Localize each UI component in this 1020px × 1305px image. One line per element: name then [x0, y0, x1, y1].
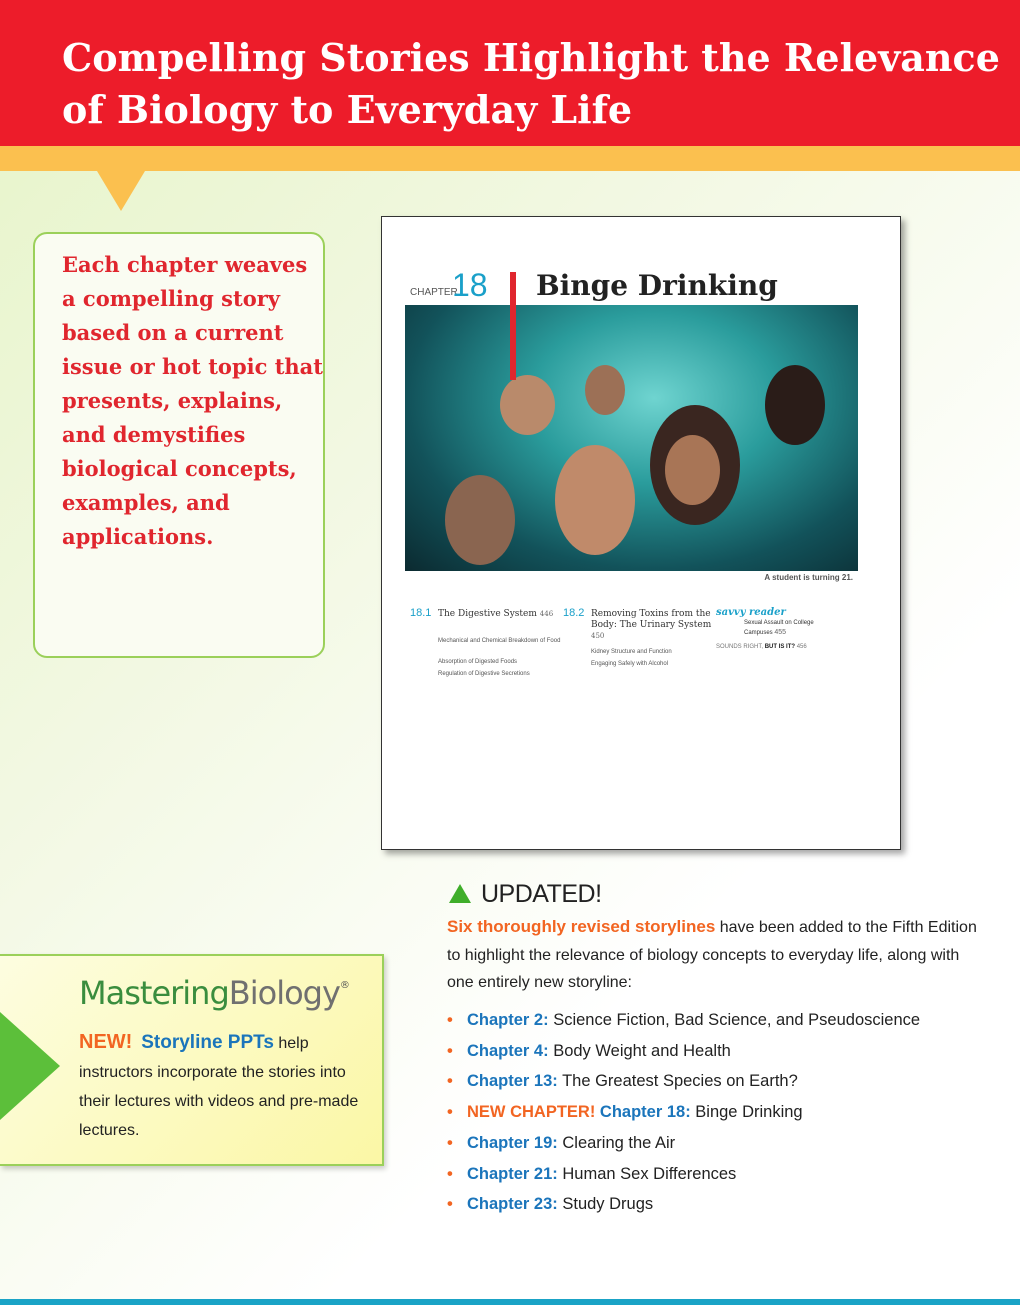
mastering-biology-logo: MasteringBiology®	[79, 974, 349, 1012]
toc-subitem: Regulation of Digestive Secretions	[438, 671, 530, 677]
chapter-number: 18	[452, 267, 488, 303]
chapter-label: CHAPTER	[410, 287, 458, 298]
chapter-title: Binge Drinking	[536, 269, 778, 302]
book-page-sample	[381, 216, 901, 850]
photo-figure	[765, 365, 825, 445]
toc-number: 18.2	[563, 607, 585, 619]
callout-text: Each chapter weaves a compelling story based on a current issue or hot topic that presents, explains, and demystifies biological concepts, examples, and applications.	[62, 252, 323, 549]
mastering-description: NEW! Storyline PPTs help instructors incorporate the stories into their lectures with videos and pre-made lectures.	[79, 1031, 359, 1139]
party-photo	[405, 305, 858, 571]
photo-figure	[665, 435, 720, 505]
sounds-right-item: SOUNDS RIGHT, BUT IS IT? 456	[716, 644, 807, 650]
photo-figure	[585, 365, 625, 415]
photo-caption: A student is turning 21.	[764, 573, 853, 582]
chapter-list	[447, 1005, 1007, 1220]
photo-figure	[555, 445, 635, 555]
list-item: • Chapter 19: Clearing the Air	[447, 1133, 676, 1152]
photo-figure	[500, 375, 555, 435]
intro-callout	[33, 232, 325, 658]
list-item: • Chapter 13: The Greatest Species on Earth?	[447, 1072, 798, 1091]
page-title: Compelling Stories Highlight the Relevance of Biology to Everyday Life	[62, 35, 1000, 132]
list-item: • Chapter 21: Human Sex Differences	[447, 1164, 737, 1183]
list-item: • Chapter 4: Body Weight and Health	[447, 1041, 731, 1060]
toc-number: 18.1	[410, 607, 432, 619]
triangle-icon	[449, 884, 471, 903]
photo-figure	[445, 475, 515, 565]
updated-paragraph: Six thoroughly revised storylines have been added to the Fifth Edition to highlight the relevance of biology concepts to everyday life, along with one entirely new storyline:	[447, 917, 977, 991]
pointer-triangle	[97, 171, 145, 211]
gold-band	[0, 146, 1020, 171]
toc-subitem: Kidney Structure and Function	[591, 649, 672, 655]
header-banner	[0, 0, 1020, 146]
savvy-reader-item: Sexual Assault on College Campuses 455	[744, 620, 814, 636]
savvy-reader-label: savvy reader	[716, 607, 786, 618]
toc-subitem: Engaging Safely with Alcohol	[591, 661, 669, 667]
toc-subitem: Mechanical and Chemical Breakdown of Food	[438, 638, 561, 644]
toc-heading: Removing Toxins from the Body: The Urinary System 450	[591, 609, 712, 640]
chapter-red-bar	[510, 272, 516, 380]
toc-heading: The Digestive System 446	[438, 609, 554, 619]
footer-rule	[0, 1299, 1020, 1305]
updated-heading: UPDATED!	[481, 880, 602, 908]
list-item: • Chapter 2: Science Fiction, Bad Science, and Pseudoscience	[447, 1011, 921, 1029]
list-item: • Chapter 23: Study Drugs	[447, 1195, 654, 1214]
green-arrow-icon	[0, 1012, 60, 1120]
list-item: • NEW CHAPTER! Chapter 18: Binge Drinking	[447, 1103, 803, 1122]
toc-subitem: Absorption of Digested Foods	[438, 659, 518, 665]
